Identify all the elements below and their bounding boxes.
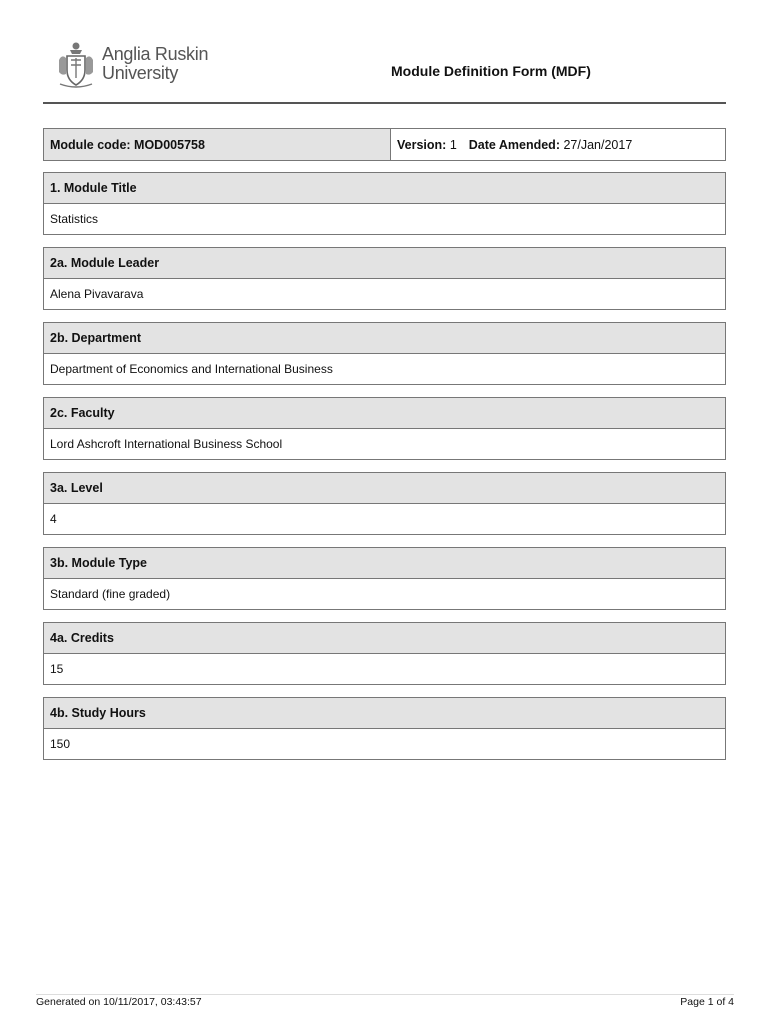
section-value: Statistics xyxy=(50,212,99,226)
section-study-hours xyxy=(43,697,726,760)
page-header xyxy=(0,0,770,104)
logo-line-2: University xyxy=(102,63,179,83)
section-value: 4 xyxy=(50,512,57,526)
generated-timestamp: Generated on 10/11/2017, 03:43:57 xyxy=(36,996,202,1008)
section-module-leader xyxy=(43,247,726,310)
module-code-value: MOD005758 xyxy=(134,137,205,152)
header-divider xyxy=(43,102,726,104)
logo-line-1: Anglia Ruskin xyxy=(102,44,209,64)
date-amended-value: 27/Jan/2017 xyxy=(563,137,633,152)
module-code-label: Module code: xyxy=(50,137,131,152)
module-code-cell xyxy=(44,129,391,160)
form-title: Module Definition Form (MDF) xyxy=(391,63,591,79)
version-cell xyxy=(391,129,725,160)
section-module-type xyxy=(43,547,726,610)
section-heading: 1. Module Title xyxy=(44,173,725,204)
version-value: 1 xyxy=(449,137,457,152)
section-faculty xyxy=(43,397,726,460)
section-heading: 2c. Faculty xyxy=(44,398,725,429)
section-department xyxy=(43,322,726,385)
section-heading: 4b. Study Hours xyxy=(44,698,725,729)
section-heading: 2b. Department xyxy=(44,323,725,354)
section-value: 15 xyxy=(50,662,64,676)
section-heading: 3a. Level xyxy=(44,473,725,504)
section-heading: 4a. Credits xyxy=(44,623,725,654)
page-number: Page 1 of 4 xyxy=(680,996,734,1008)
module-summary-row xyxy=(43,128,726,161)
section-value: 150 xyxy=(50,737,71,751)
section-value: Alena Pivavarava xyxy=(50,287,144,301)
section-module-title xyxy=(43,172,726,235)
version-label: Version: xyxy=(397,137,447,152)
section-credits xyxy=(43,622,726,685)
footer-divider xyxy=(36,994,734,995)
section-value: Lord Ashcroft International Business School xyxy=(50,437,283,451)
section-heading: 3b. Module Type xyxy=(44,548,725,579)
university-logo xyxy=(56,40,208,88)
crest-icon xyxy=(56,40,96,88)
section-value: Standard (fine graded) xyxy=(50,587,171,601)
section-level xyxy=(43,472,726,535)
section-heading: 2a. Module Leader xyxy=(44,248,725,279)
section-value: Department of Economics and International Business xyxy=(50,362,333,376)
date-amended-label: Date Amended: xyxy=(468,137,560,152)
